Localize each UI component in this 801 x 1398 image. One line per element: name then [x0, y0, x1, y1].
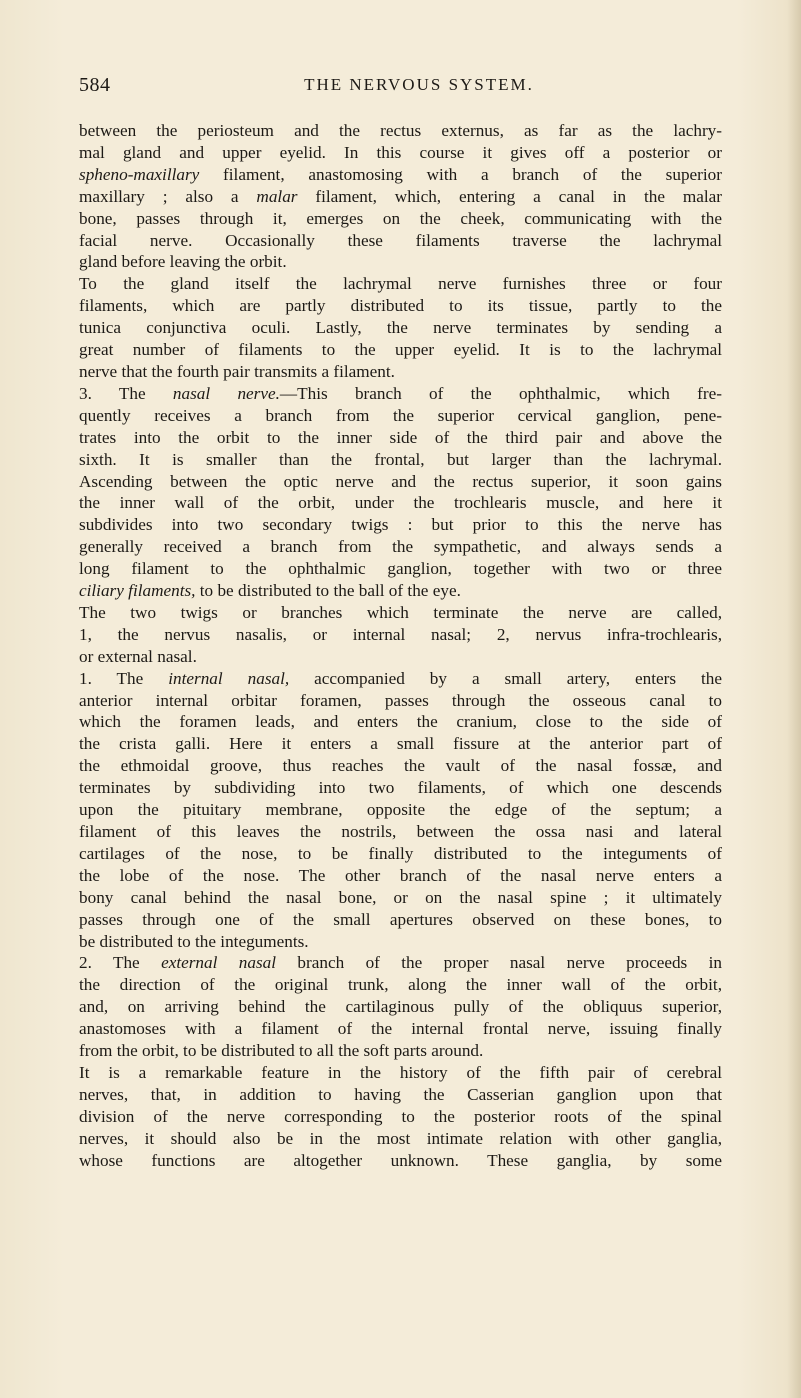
text-line — [79, 952, 722, 974]
page-edge-shadow — [787, 0, 801, 1398]
text-line: passes through one of the small apertures observed on these bones, to — [79, 909, 722, 929]
text-line: and, on arriving behind the cartilaginous pully of the obliquus superior, — [79, 997, 722, 1017]
text-run: filament, which, entering a canal in the malar — [297, 186, 722, 206]
text-line: whose functions are altogether unknown. These ganglia, by some — [79, 1150, 722, 1170]
text-run: 2. The — [79, 953, 162, 973]
page-number: 584 — [79, 74, 111, 96]
text-line: or external nasal. — [79, 646, 197, 666]
italic-term: nasal nerve. — [172, 383, 280, 403]
text-line: nerves, that, in addition to having the Casserian ganglion upon that — [79, 1084, 722, 1104]
text-line: facial nerve. Occasionally these filaments traverse the lachrymal — [79, 230, 722, 250]
text-line: be distributed to the integuments. — [79, 931, 309, 951]
text-run: accompanied by a small artery, enters the — [289, 668, 722, 688]
text-line: the inner wall of the orbit, under the trochlearis muscle, and here it — [79, 493, 722, 513]
running-head: THE NERVOUS SYSTEM. — [304, 75, 534, 94]
text-line: gland before leaving the orbit. — [79, 252, 287, 272]
text-line: bony canal behind the nasal bone, or on the nasal spine ; it ultimately — [79, 887, 722, 907]
text-run: 1. The — [79, 668, 169, 688]
text-line: anastomoses with a filament of the internal frontal nerve, issuing finally — [79, 1019, 722, 1039]
text-line: nerves, it should also be in the most intimate relation with other ganglia, — [79, 1128, 722, 1148]
text-line: quently receives a branch from the superior cervical ganglion, pene- — [79, 405, 722, 425]
text-line — [79, 383, 722, 405]
text-run: filament, anastomosing with a branch of the superior — [199, 164, 722, 184]
text-line: great number of filaments to the upper eyelid. It is to the lachrymal — [79, 340, 722, 360]
text-line: Ascending between the optic nerve and the rectus superior, it soon gains — [79, 471, 722, 491]
text-line: tunica conjunctiva oculi. Lastly, the nerve terminates by sending a — [79, 318, 722, 338]
text-line: which the foramen leads, and enters the cranium, close to the side of — [79, 712, 722, 732]
text-line: filament of this leaves the nostrils, between the ossa nasi and lateral — [79, 822, 722, 841]
text-line: It is a remarkable feature in the history of the fifth pair of cerebral — [79, 1062, 722, 1082]
italic-term: external nasal — [161, 953, 277, 973]
text-line: division of the nerve corresponding to the posterior roots of the spinal — [79, 1106, 722, 1126]
text-line: To the gland itself the lachrymal nerve furnishes three or four — [79, 274, 722, 294]
italic-term: internal nasal, — [168, 668, 290, 688]
italic-term: ciliary filaments, — [79, 581, 196, 601]
italic-term: malar — [256, 186, 298, 206]
text-line: anterior internal orbitar foramen, passes through the osseous canal to — [79, 690, 722, 710]
text-line: nerve that the fourth pair transmits a filament. — [79, 361, 395, 381]
text-line: trates into the orbit to the inner side of the third pair and above the — [79, 427, 722, 447]
text-run: maxillary ; also a — [79, 186, 257, 206]
text-line: the crista galli. Here it enters a small fissure at the anterior part of — [79, 734, 722, 754]
text-line: The two twigs or branches which terminate the nerve are called, — [79, 602, 722, 622]
text-line: from the orbit, to be distributed to all the soft parts around. — [79, 1041, 484, 1061]
text-line — [79, 580, 722, 602]
text-line: cartilages of the nose, to be finally distributed to the integuments of — [79, 843, 722, 863]
text-line: filaments, which are partly distributed to its tissue, partly to the — [79, 296, 722, 316]
text-line: the ethmoidal groove, thus reaches the vault of the nasal fossæ, and — [79, 756, 722, 776]
text-line: subdivides into two secondary twigs : but prior to this the nerve has — [79, 515, 722, 535]
text-line — [79, 668, 722, 690]
page-header — [79, 74, 719, 104]
text-line: between the periosteum and the rectus externus, as far as the lachry- — [79, 121, 722, 140]
text-line: 1, the nervus nasalis, or internal nasal; 2, nervus infra-trochlearis, — [79, 624, 722, 644]
text-run: branch of the proper nasal nerve proceeds in — [276, 953, 722, 973]
text-line: long filament to the ophthalmic ganglion, together with two or three — [79, 559, 722, 579]
body-text — [79, 120, 722, 1172]
text-run: 3. The — [79, 383, 173, 403]
text-line — [79, 164, 722, 186]
text-line: generally received a branch from the sympathetic, and always sends a — [79, 537, 722, 557]
text-line: the lobe of the nose. The other branch of the nasal nerve enters a — [79, 865, 722, 885]
text-line: sixth. It is smaller than the frontal, but larger than the lachrymal. — [79, 449, 722, 469]
text-line — [79, 186, 722, 208]
text-run: to be distributed to the ball of the eye. — [195, 581, 461, 601]
text-line: the direction of the original trunk, along the inner wall of the orbit, — [79, 975, 722, 995]
text-line: bone, passes through it, emerges on the cheek, communicating with the — [79, 208, 722, 228]
italic-term: spheno-maxillary — [79, 164, 200, 184]
text-run: —This branch of the ophthalmic, which fre- — [279, 383, 722, 403]
text-line: terminates by subdividing into two filaments, of which one descends — [79, 778, 722, 798]
text-line: mal gland and upper eyelid. In this course it gives off a posterior or — [79, 142, 722, 162]
text-line: upon the pituitary membrane, opposite the edge of the septum; a — [79, 800, 722, 820]
